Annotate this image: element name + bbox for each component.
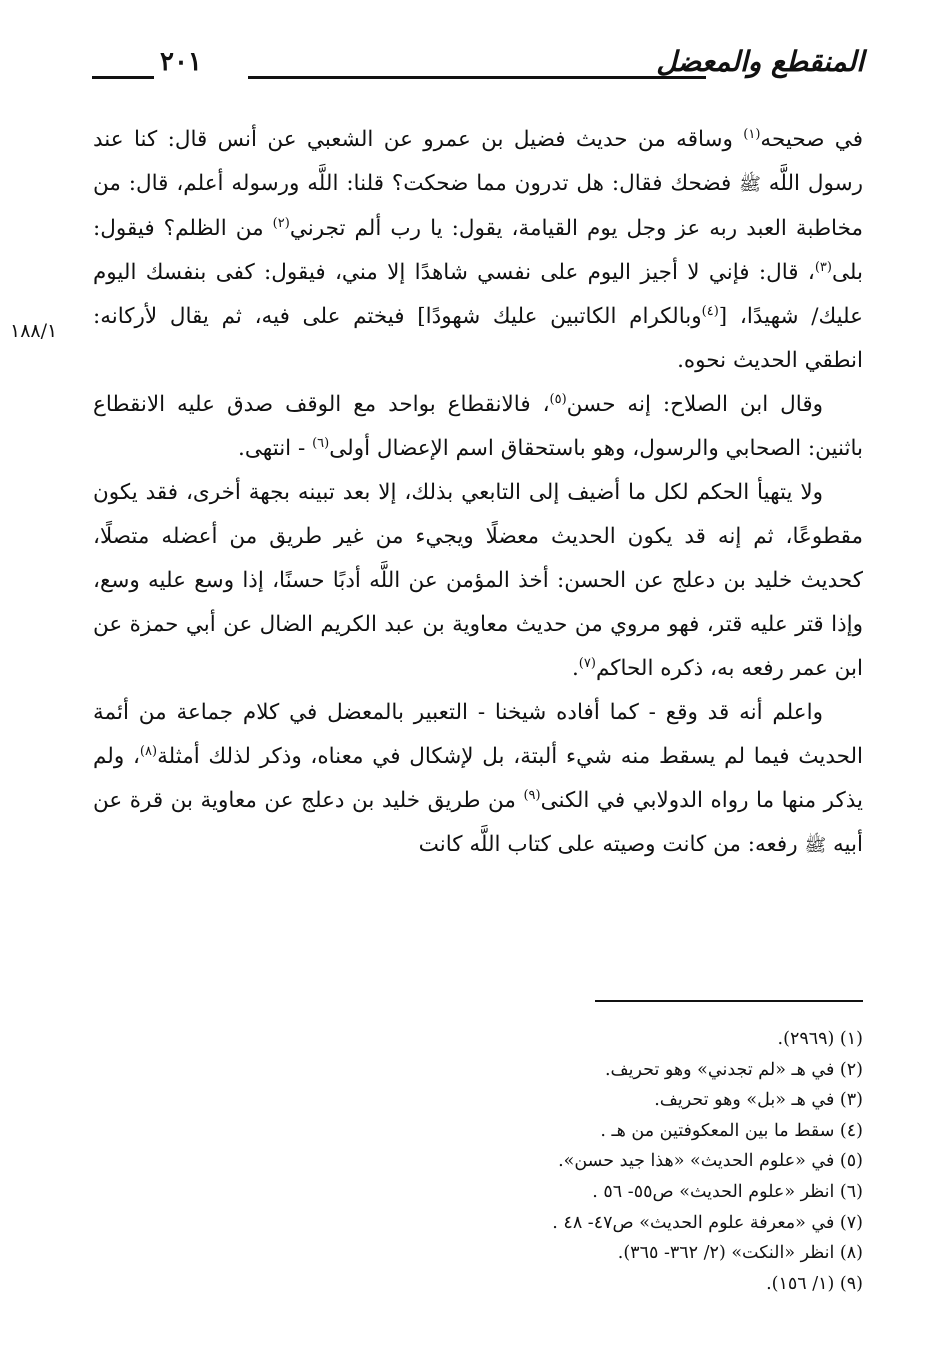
footnote-item: (٧) في «معرفة علوم الحديث» ص٤٧- ٤٨ . xyxy=(552,1212,863,1233)
footnote-item: (٥) في «علوم الحديث» «هذا جيد حسن». xyxy=(558,1151,863,1172)
text-run: . xyxy=(571,656,579,681)
footnote-ref: (٨) xyxy=(139,743,158,759)
margin-folio-note: ١٨٨/١ xyxy=(10,320,58,342)
footnote-item: (٤) سقط ما بين المعكوفتين من هـ . xyxy=(600,1120,863,1141)
text-run: في صحيحه xyxy=(760,127,864,152)
footnote-item: (٨) انظر «النكت» (٢/ ٣٦٢- ٣٦٥). xyxy=(617,1243,863,1264)
footnote-ref: (٥) xyxy=(549,391,567,407)
text-run: من الظلم؟ فيقول: بلى xyxy=(93,216,863,285)
footnote-ref: (٢) xyxy=(272,215,290,231)
text-run: من طريق خليد بن دعلج عن معاوية بن قرة عن أبيه xyxy=(93,788,863,857)
footnotes-list xyxy=(93,1024,863,1299)
footnote-item: (٢) في هـ «لم تجدني» وهو تحريف. xyxy=(604,1059,863,1080)
text-run: ، ولم يذكر منها ما رواه الدولابي في الكنى xyxy=(93,744,863,813)
footnote-item: (٩) (١/ ١٥٦). xyxy=(766,1273,863,1294)
text-run: رفعه: من كانت وصيته على كتاب اللَّه كانت xyxy=(418,832,805,857)
page-header xyxy=(92,42,864,88)
footnote-ref: (٣) xyxy=(814,259,832,275)
footnote-ref: (٩) xyxy=(523,787,541,803)
footnote-item: (١) (٢٩٦٩). xyxy=(777,1029,863,1049)
paragraph xyxy=(93,383,863,471)
header-rule xyxy=(248,76,706,79)
footnote-item: (٦) انظر «علوم الحديث» ص٥٥- ٥٦ . xyxy=(592,1181,863,1202)
honorific-glyph: ﷺ xyxy=(804,835,827,856)
paragraph xyxy=(93,118,863,383)
text-run: ، قال: فإني لا أجيز اليوم على نفسي شاهدًا إلا مني، فيقول: كفى بنفسك اليوم عليك/ شهيدًا، [ xyxy=(93,260,863,329)
honorific-glyph: ﷺ xyxy=(739,174,761,195)
text-run: وقال ابن الصلاح: إنه حسن xyxy=(566,392,823,417)
text-run: ، فالانقطاع بواحد مع الوقف صدق عليه الانقطاع باثنين: الصحابي والرسول، وهو باستحقاق اسم الإعضال أولى xyxy=(93,392,863,461)
header-rule-short xyxy=(92,76,154,79)
footnote-ref: (٦) xyxy=(312,435,330,451)
page-number: ٢٠١ xyxy=(160,47,202,77)
footnote-item: (٣) في هـ «بل» وهو تحريف. xyxy=(654,1090,863,1111)
footnote-ref: (٤) xyxy=(701,303,719,319)
footnote-separator xyxy=(595,1000,863,1002)
text-run: ولا يتهيأ الحكم لكل ما أضيف إلى التابعي بذلك، إلا بعد تبينه بجهة أخرى، فقد يكون مقطوعًا، ثم إنه قد يكون الحديث معضلًا ويجيء من غير طريق من أعضله متصلًا، كحديث خليد بن دعلج عن الحسن: أخذ المؤمن عن اللَّه أدبًا حسنًا، إذا وسع عليه وسع، وإذا قتر عليه قتر، فهو مروي من حديث معاوية بن عبد الكريم الضال عن أبي حمزة عن ابن عمر رفعه به، ذكره الحاكم xyxy=(93,480,863,681)
main-text xyxy=(93,118,863,868)
footnote-ref: (١) xyxy=(743,126,761,142)
text-run: وساقه من حديث فضيل بن عمرو عن الشعبي عن أنس قال: كنا عند رسول اللَّه xyxy=(93,127,863,196)
paragraph xyxy=(93,471,863,691)
footnote-ref: (٧) xyxy=(578,655,596,671)
running-title: المنقطع والمعضل xyxy=(656,45,864,78)
paragraph xyxy=(93,691,863,868)
text-run: فضحك فقال: هل تدرون مما ضحكت؟ قلنا: اللَّه ورسوله أعلم، قال: من مخاطبة العبد ربه عز وجل يوم القيامة، يقول: يا رب ألم تجرني xyxy=(93,171,864,241)
text-run: وبالكرام الكاتبين عليك شهودًا] فيختم على فيه، ثم يقال لأركانه: انطقي الحديث نحوه. xyxy=(93,304,863,373)
text-run: واعلم أنه قد وقع - كما أفاده شيخنا - التعبير بالمعضل في كلام جماعة من أئمة الحديث فيما لم يسقط منه شيء ألبتة، بل لإشكال في معناه، وذكر لذلك أمثلة xyxy=(93,700,864,769)
text-run: - انتهى. xyxy=(238,436,313,461)
